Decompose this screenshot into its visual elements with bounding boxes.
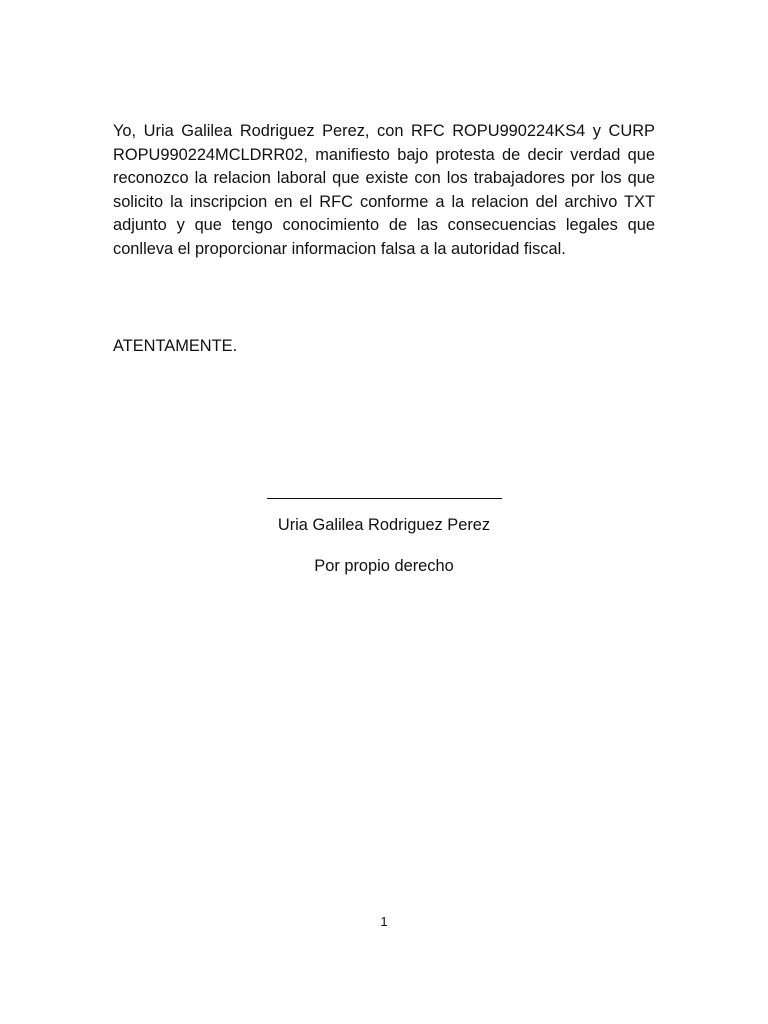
signature-line [267, 498, 502, 499]
closing-text: ATENTAMENTE. [113, 337, 238, 355]
signer-role: Por propio derecho [314, 556, 454, 575]
signature-block [0, 486, 768, 578]
signer-name: Uria Galilea Rodriguez Perez [277, 516, 491, 534]
declaration-paragraph: Yo, Uria Galilea Rodriguez Perez, con RFC ROPU990224KS4 y CURP ROPU990224MCLDRR02, manifiesto bajo protesta de decir verdad que reconozco la relacion laboral que existe con los trabajadores por los que solicito la inscripcion en el RFC conforme a la relacion del archivo TXT adjunto y que tengo conocimiento de las consecuencias legales que conlleva el proporcionar informacion falsa a la autoridad fiscal. [113, 122, 655, 258]
page-number: 1 [380, 914, 388, 929]
